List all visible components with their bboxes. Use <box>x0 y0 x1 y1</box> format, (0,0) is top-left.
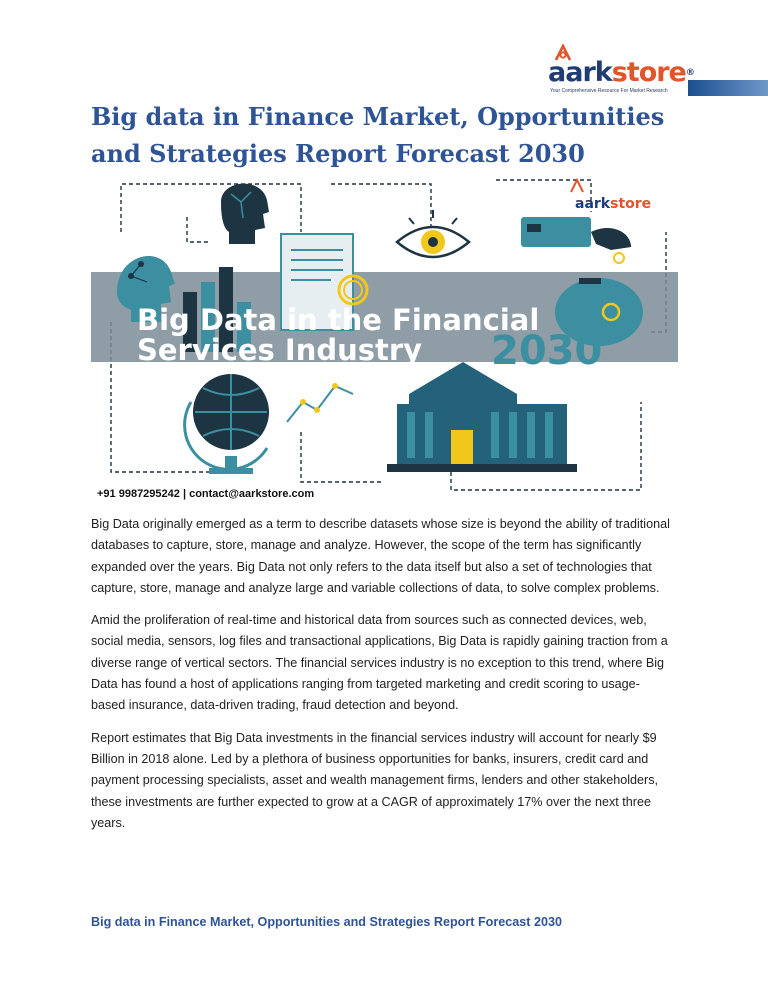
hero-infographic <box>91 172 678 502</box>
hero-headline-line1: Big Data in the Financial <box>137 303 540 337</box>
paragraph-2: Amid the proliferation of real-time and historical data from sources such as connected devices, web, social media, sensors, log files and transactional applications, Big Data is rapidly gaining traction from a diverse range of vertical sectors. The financial services industry is no exception to this trend, where Big Data has found a host of applications ranging from targeted marketing and credit scoring to usage-based insurance, data-driven trading, fraud detection and beyond. <box>91 613 668 713</box>
logo-word-part2: store <box>611 57 686 88</box>
hero-year: 2030 <box>491 328 603 374</box>
eye-icon <box>397 210 469 257</box>
paragraph-3: Report estimates that Big Data investments in the financial services industry will account for nearly $9 Billion in 2018 alone. Led by a plethora of business opportunities for banks, insurers, credit card and payment processing specialists, asset and wealth management firms, lenders and other stakeholders, these investments are further expected to grow at a CAGR of approximately 17% over the next three years. <box>91 730 659 830</box>
page-footer: Big data in Finance Market, Opportunities and Strategies Report Forecast 2030 <box>91 915 562 929</box>
hero-headline-line2: Services Industry <box>137 333 423 367</box>
header-accent-band <box>688 80 768 96</box>
bank-building-icon <box>387 362 577 472</box>
card-hand-icon <box>521 217 631 263</box>
hero-illustration <box>91 172 678 502</box>
logo-wordmark <box>548 58 694 88</box>
logo-word-part1: aark <box>548 57 612 88</box>
body-text <box>91 514 671 845</box>
logo-tagline: Your Comprehensive Resource For Market Research <box>550 88 668 94</box>
hero-contact: +91 9987295242 | contact@aarkstore.com <box>97 488 315 500</box>
hero-logo-word: aarkstore <box>575 196 652 212</box>
globe-icon <box>185 374 269 474</box>
hero-brand-logo <box>571 180 651 212</box>
ai-head-icon <box>221 184 269 244</box>
logo-registered: ® <box>685 68 694 78</box>
trend-chart-icon <box>287 383 353 422</box>
paragraph-1: Big Data originally emerged as a term to describe datasets whose size is beyond the ability of traditional databases to capture, store, manage and analyze. However, the scope of the term has significantly expanded over the years. Big Data not only refers to the data itself but also a set of technologies that capture, store, manage and analyze large and variable collections of data, to solve complex problems. <box>91 517 670 595</box>
brand-logo <box>548 44 694 98</box>
document-title: Big data in Finance Market, Opportunities and Strategies Report Forecast 2030 <box>91 102 665 168</box>
